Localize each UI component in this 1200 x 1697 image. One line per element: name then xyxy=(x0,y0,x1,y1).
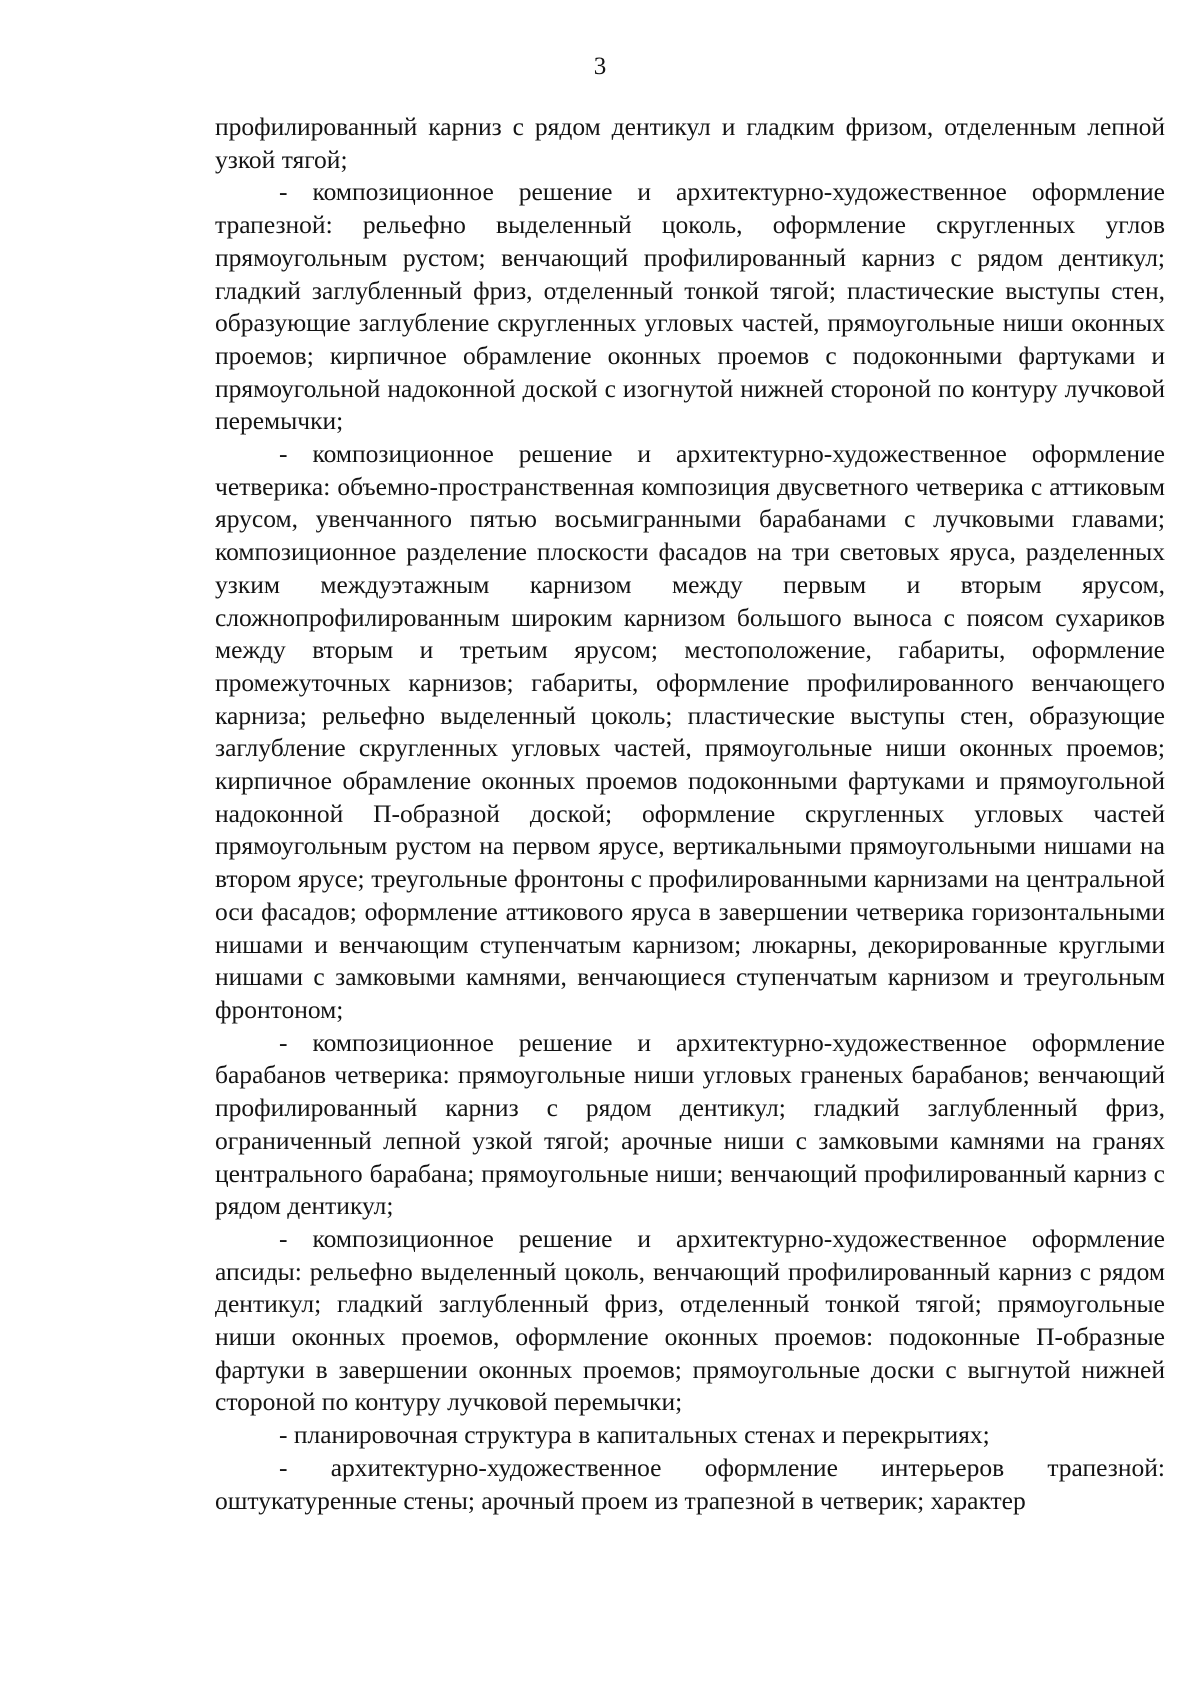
paragraph-continuation: профилированный карниз с рядом дентикул и гладким фризом, отделенным лепной узкой тягой; xyxy=(215,112,1165,174)
paragraph-apse: - композиционное решение и архитектурно-художественное оформление апсиды: рельефно выделенный цоколь, венчающий профилированный карниз с рядом дентикул; гладкий заглубленный фриз, отделенный тонкой тягой; прямоугольные ниши оконных проемов, оформление оконных проемов: подоконные П-образные фартуки в завершении оконных проемов; прямоугольные доски с выгнутой нижней стороной по контуру лучковой перемычки; xyxy=(215,1223,1165,1417)
paragraph-chetverik-drums: - композиционное решение и архитектурно-художественное оформление барабанов четверика: прямоугольные ниши угловых граненых барабанов; венчающий профилированный карниз с рядом дентикул; гладкий заглубленный фриз, ограниченный лепной узкой тягой; арочные ниши с замковыми камнями на гранях центрального барабана; прямоугольные ниши; венчающий профилированный карниз с рядом дентикул; xyxy=(215,1027,1165,1221)
paragraph-planning-structure: - планировочная структура в капитальных стенах и перекрытиях; xyxy=(279,1420,990,1450)
paragraph-refectory-interiors: - архитектурно-художественное оформление интерьеров трапезной: оштукатуренные стены; арочный проем из трапезной в четверик; характер xyxy=(215,1452,1165,1515)
page-number: 3 xyxy=(593,53,607,80)
paragraph-refectory-facade: - композиционное решение и архитектурно-художественное оформление трапезной: рельефно выделенный цоколь, оформление скругленных углов прямоугольным рустом; венчающий профилированный карниз с рядом дентикул; гладкий заглубленный фриз, отделенный тонкой тягой; пластические выступы стен, образующие заглубление скругленных угловых частей, прямоугольные ниши оконных проемов; кирпичное обрамление оконных проемов с подоконными фартуками и прямоугольной надоконной доской с изогнутой нижней стороной по контуру лучковой перемычки; xyxy=(215,177,1165,436)
paragraph-chetverik-facade: - композиционное решение и архитектурно-художественное оформление четверика: объемно-пространственная композиция двусветного четверика с аттиковым ярусом, увенчанного пятью восьмигранными барабанами с лучковыми главами; композиционное разделение плоскости фасадов на три световых яруса, разделенных узким междуэтажным карнизом между первым и вторым ярусом, сложнопрофилированным широким карнизом большого выноса с поясом сухариков между вторым и третьим ярусом; местоположение, габариты, оформление промежуточных карнизов; габариты, оформление профилированного венчающего карниза; рельефно выделенный цоколь; пластические выступы стен, образующие заглубление скругленных угловых частей, прямоугольные ниши оконных проемов; кирпичное обрамление оконных проемов подоконными фартуками и прямоугольной надоконной П-образной доской; оформление скругленных угловых частей прямоугольным рустом на первом ярусе, вертикальными прямоугольными нишами на втором ярусе; треугольные фронтоны с профилированными карнизами на центральной оси фасадов; оформление аттикового яруса в завершении четверика горизонтальными нишами и венчающим ступенчатым карнизом; люкарны, декорированные круглыми нишами с замковыми камнями, венчающиеся ступенчатым карнизом и треугольным фронтоном; xyxy=(215,439,1165,1024)
document-body xyxy=(215,111,1165,1517)
